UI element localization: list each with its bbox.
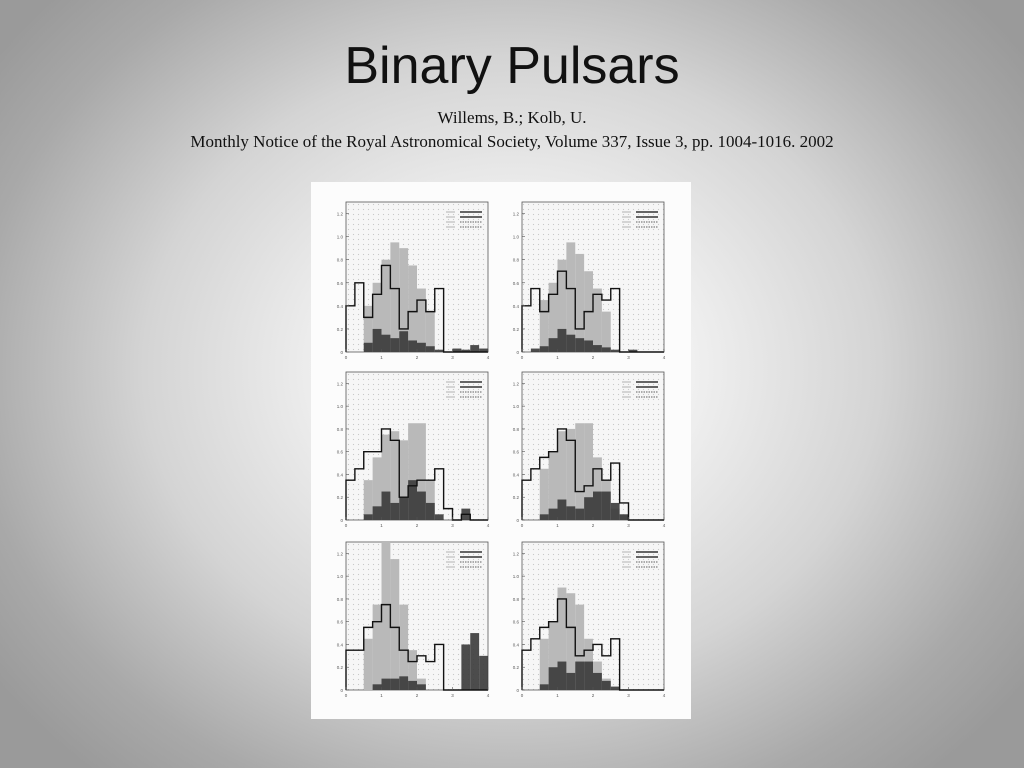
x-tick-label: 3: [451, 693, 454, 698]
x-tick-label: 2: [415, 693, 419, 698]
x-tick-label: 0: [344, 523, 348, 528]
histogram-bar-dark: [558, 329, 567, 352]
y-tick-label: 0.4: [512, 642, 519, 648]
y-tick-label: 0.2: [336, 326, 343, 332]
histogram-bar-dark: [435, 514, 444, 520]
histogram-bar-dark: [611, 503, 620, 520]
histogram-bar-dark: [602, 681, 611, 690]
y-tick-label: 1.2: [336, 211, 343, 217]
x-tick-label: 4: [662, 355, 666, 360]
histogram-bar-dark: [417, 343, 426, 352]
x-tick-label: 4: [662, 693, 666, 698]
histogram-bar-dark: [390, 338, 399, 352]
histogram-bar-dark: [426, 346, 435, 352]
y-tick-label: 1.2: [512, 551, 519, 557]
x-tick-label: 4: [486, 523, 490, 528]
y-tick-label: 0.6: [336, 619, 343, 625]
y-tick-label: 1.2: [336, 381, 343, 387]
y-tick-label: 0.6: [512, 449, 519, 455]
histogram-bar-dark: [611, 350, 620, 352]
histogram-bar-dark: [417, 492, 426, 520]
y-tick-label: 0.2: [512, 495, 519, 501]
histogram-bar-dark: [575, 662, 584, 690]
x-tick-label: 4: [486, 355, 490, 360]
y-tick-label: 0.6: [336, 280, 343, 286]
histogram-bar-light: [602, 312, 611, 352]
x-tick-label: 1: [556, 523, 559, 528]
y-tick-label: 0.2: [512, 665, 519, 671]
histogram-bar-dark: [575, 509, 584, 520]
histogram-grid-svg: [311, 182, 691, 719]
y-tick-label: 0.6: [336, 449, 343, 455]
y-tick-label: 0.2: [512, 326, 519, 332]
y-tick-label: 0.4: [512, 303, 519, 309]
histogram-bar-dark: [566, 335, 575, 352]
histogram-bar-light: [364, 480, 373, 520]
histogram-bar-dark: [390, 679, 399, 690]
x-tick-label: 1: [380, 693, 383, 698]
y-tick-label: 0.4: [336, 472, 343, 478]
histogram-bar-dark: [373, 684, 382, 690]
histogram-bar-dark: [584, 497, 593, 520]
slide-title: Binary Pulsars: [344, 37, 680, 95]
histogram-bar-dark: [364, 514, 373, 520]
histogram-bar-light: [373, 605, 382, 690]
histogram-bar-dark: [620, 514, 629, 520]
histogram-bar-light: [417, 289, 426, 352]
histogram-bar-dark: [390, 503, 399, 520]
y-tick-label: 0.8: [512, 426, 519, 432]
y-tick-label: 0: [340, 518, 343, 523]
citation-line: Monthly Notice of the Royal Astronomical Society, Volume 337, Issue 3, pp. 1004-1016. 2002: [190, 132, 834, 151]
y-tick-label: 0: [516, 688, 519, 693]
y-tick-label: 0.8: [336, 257, 343, 263]
y-tick-label: 0.2: [336, 665, 343, 671]
x-tick-label: 3: [627, 355, 630, 360]
histogram-bar-light: [390, 242, 399, 352]
histogram-bar-dark: [470, 633, 479, 690]
histogram-bar-dark: [602, 347, 611, 352]
authors-line: Willems, B.; Kolb, U.: [437, 108, 587, 127]
histogram-bar-dark: [399, 497, 408, 520]
y-tick-label: 0.8: [336, 426, 343, 432]
histogram-bar-light: [540, 469, 549, 520]
histogram-bar-dark: [611, 687, 620, 690]
histogram-bar-dark: [426, 503, 435, 520]
histogram-bar-dark: [602, 492, 611, 520]
x-tick-label: 3: [451, 355, 454, 360]
y-tick-label: 0: [340, 350, 343, 355]
y-tick-label: 1.0: [512, 404, 519, 410]
histogram-bar-dark: [593, 492, 602, 520]
x-tick-label: 1: [380, 355, 383, 360]
histogram-bar-light: [390, 559, 399, 690]
y-tick-label: 0.8: [512, 596, 519, 602]
x-tick-label: 3: [451, 523, 454, 528]
histogram-bar-dark: [470, 345, 479, 352]
histogram-bar-dark: [584, 340, 593, 352]
histogram-bar-dark: [575, 338, 584, 352]
x-tick-label: 1: [556, 693, 559, 698]
x-tick-label: 0: [520, 693, 524, 698]
histogram-bar-dark: [540, 514, 549, 520]
histogram-bar-dark: [373, 506, 382, 520]
histogram-bar-dark: [549, 667, 558, 690]
histogram-figure: [311, 182, 691, 719]
histogram-bar-dark: [593, 345, 602, 352]
x-tick-label: 2: [591, 523, 595, 528]
x-tick-label: 2: [415, 355, 419, 360]
y-tick-label: 1.0: [336, 404, 343, 410]
histogram-bar-dark: [417, 684, 426, 690]
histogram-bar-dark: [584, 662, 593, 690]
histogram-bar-dark: [399, 676, 408, 690]
histogram-bar-dark: [435, 350, 444, 352]
histogram-bar-light: [575, 423, 584, 520]
histogram-bar-dark: [408, 681, 417, 690]
y-tick-label: 1.0: [336, 234, 343, 240]
y-tick-label: 1.0: [512, 234, 519, 240]
y-tick-label: 0.4: [336, 642, 343, 648]
y-tick-label: 1.2: [512, 381, 519, 387]
histogram-bar-dark: [364, 343, 373, 352]
histogram-bar-dark: [408, 340, 417, 352]
histogram-bar-light: [382, 542, 391, 690]
histogram-bar-light: [540, 639, 549, 690]
histogram-bar-light: [364, 639, 373, 690]
x-tick-label: 2: [591, 693, 595, 698]
y-tick-label: 0: [516, 350, 519, 355]
x-tick-label: 1: [556, 355, 559, 360]
histogram-bar-light: [540, 300, 549, 352]
y-tick-label: 1.2: [336, 551, 343, 557]
y-tick-label: 1.0: [336, 574, 343, 580]
y-tick-label: 0.4: [512, 472, 519, 478]
histogram-bar-dark: [540, 346, 549, 352]
y-tick-label: 0.2: [336, 495, 343, 501]
histogram-bar-dark: [531, 349, 540, 352]
histogram-bar-light: [575, 254, 584, 352]
histogram-bar-dark: [479, 656, 488, 690]
histogram-bar-dark: [593, 673, 602, 690]
x-tick-label: 3: [627, 693, 630, 698]
histogram-bar-light: [593, 289, 602, 352]
x-tick-label: 0: [344, 693, 348, 698]
x-tick-label: 3: [627, 523, 630, 528]
histogram-bar-dark: [558, 500, 567, 520]
histogram-bar-dark: [566, 673, 575, 690]
y-tick-label: 0.8: [336, 596, 343, 602]
histogram-bar-light: [426, 312, 435, 352]
histogram-bar-dark: [382, 679, 391, 690]
y-tick-label: 1.2: [512, 211, 519, 217]
histogram-bar-dark: [382, 335, 391, 352]
histogram-bar-dark: [382, 492, 391, 520]
x-tick-label: 0: [520, 355, 524, 360]
histogram-bar-light: [408, 265, 417, 352]
histogram-bar-dark: [549, 509, 558, 520]
y-tick-label: 0.6: [512, 280, 519, 286]
histogram-bar-dark: [566, 506, 575, 520]
y-tick-label: 0.6: [512, 619, 519, 625]
x-tick-label: 4: [486, 693, 490, 698]
x-tick-label: 2: [591, 355, 595, 360]
y-tick-label: 0.8: [512, 257, 519, 263]
histogram-bar-dark: [558, 662, 567, 690]
y-tick-label: 0: [340, 688, 343, 693]
histogram-bar-dark: [399, 331, 408, 352]
x-tick-label: 0: [344, 355, 348, 360]
y-tick-label: 0: [516, 518, 519, 523]
x-tick-label: 1: [380, 523, 383, 528]
y-tick-label: 1.0: [512, 574, 519, 580]
histogram-bar-dark: [461, 644, 470, 690]
x-tick-label: 4: [662, 523, 666, 528]
histogram-bar-dark: [540, 684, 549, 690]
histogram-bar-dark: [373, 329, 382, 352]
y-tick-label: 0.4: [336, 303, 343, 309]
x-tick-label: 0: [520, 523, 524, 528]
x-tick-label: 2: [415, 523, 419, 528]
histogram-bar-dark: [549, 338, 558, 352]
